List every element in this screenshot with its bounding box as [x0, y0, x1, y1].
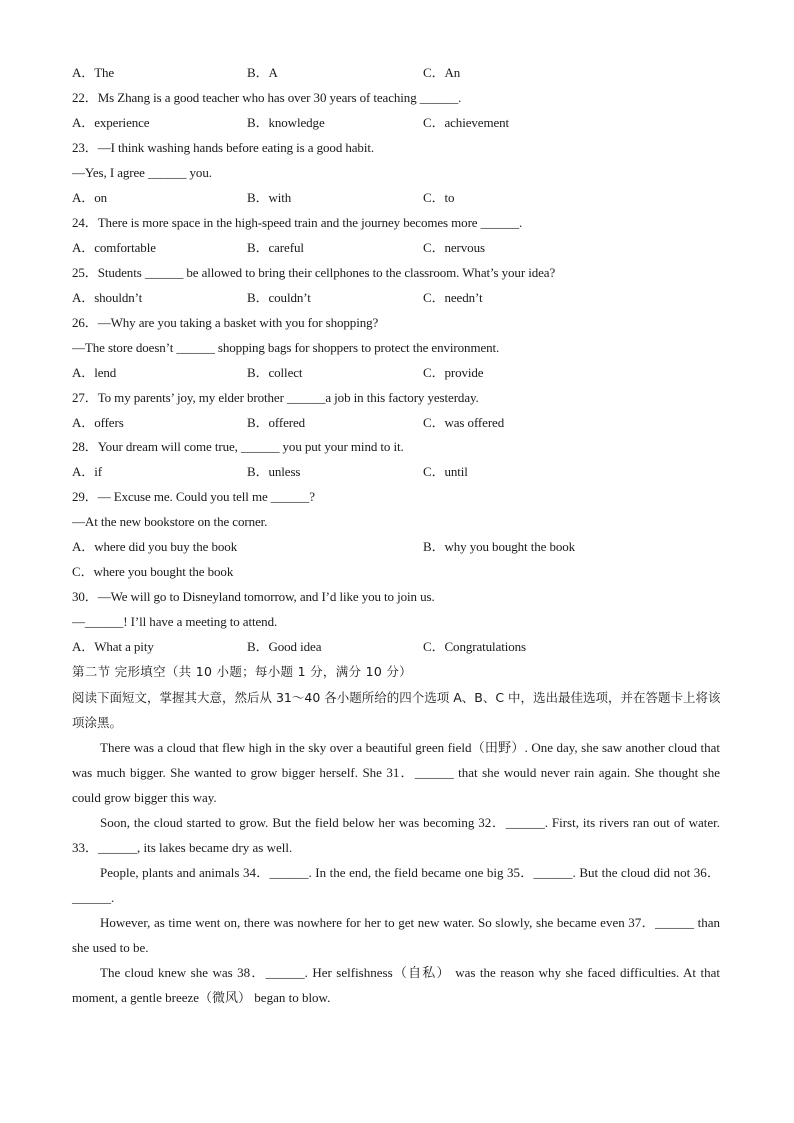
q28-option-c: C．until	[423, 464, 468, 479]
q29-option-a: A．where did you buy the book	[72, 539, 238, 554]
q24-option-c: C．nervous	[423, 240, 485, 255]
q27-options	[72, 413, 732, 433]
q22-option-a: A．experience	[72, 115, 150, 130]
q26-reply: —The store doesn’t ______ shopping bags for shoppers to protect the environment.	[72, 340, 500, 355]
q29-option-b: B．why you bought the book	[423, 539, 576, 554]
q24-option-b: B．careful	[247, 240, 304, 255]
q23-reply: —Yes, I agree ______ you.	[72, 165, 212, 180]
q22-stem: 22．Ms Zhang is a good teacher who has over 30 years of teaching ______.	[72, 90, 462, 105]
passage-paragraph-5: The cloud knew she was 38．______. Her selfishness（自私） was the reason why she faced difficulties. At that moment, a gentle breeze（微风） began to blow.	[72, 965, 720, 1005]
q25-option-c: C．needn’t	[423, 290, 483, 305]
q23-stem: 23．—I think washing hands before eating is a good habit.	[72, 140, 375, 155]
q26-option-a: A．lend	[72, 365, 117, 380]
q30-options	[72, 637, 732, 657]
q27-option-a: A．offers	[72, 415, 124, 430]
q25-options	[72, 288, 732, 308]
q22-options	[72, 113, 732, 133]
q30-reply: —______! I’ll have a meeting to attend.	[72, 614, 278, 629]
q24-stem: 24．There is more space in the high-speed train and the journey becomes more ______.	[72, 215, 523, 230]
q24-options	[72, 238, 732, 258]
q29-options-row1	[72, 537, 732, 557]
section-heading: 第二节 完形填空（共 10 小题；每小题 1 分，满分 10 分）	[72, 664, 412, 679]
q27-option-b: B．offered	[247, 415, 306, 430]
q28-option-b: B．unless	[247, 464, 301, 479]
section-instruction: 阅读下面短文，掌握其大意，然后从 31～40 各小题所给的四个选项 A、B、C 中，选出最佳选项，并在答题卡上将该项涂黑。	[72, 690, 721, 730]
q25-option-b: B．couldn’t	[247, 290, 311, 305]
passage-paragraph-1: There was a cloud that flew high in the sky over a beautiful green field（田野）. One day, she saw another cloud that was much bigger. She wanted to grow bigger herself. She 31．______ that she would never rain again. She thought she could grow bigger this way.	[72, 740, 720, 805]
q26-option-c: C．provide	[423, 365, 484, 380]
q22-option-b: B．knowledge	[247, 115, 325, 130]
q23-option-c: C．to	[423, 190, 455, 205]
q23-option-a: A．on	[72, 190, 107, 205]
q29-options-row2	[72, 562, 732, 582]
q26-stem: 26．—Why are you taking a basket with you for shopping?	[72, 315, 379, 330]
q26-option-b: B．collect	[247, 365, 303, 380]
q29-stem: 29．— Excuse me. Could you tell me ______?	[72, 489, 315, 504]
q23-option-b: B．with	[247, 190, 292, 205]
q25-stem: 25．Students ______ be allowed to bring their cellphones to the classroom. What’s your idea?	[72, 265, 556, 280]
q30-option-c: C．Congratulations	[423, 639, 527, 654]
passage-paragraph-4: However, as time went on, there was nowhere for her to get new water. So slowly, she became even 37．______ than she used to be.	[72, 915, 720, 955]
q27-stem: 27．To my parents’ joy, my elder brother ______a job in this factory yesterday.	[72, 390, 479, 405]
q28-option-a: A．if	[72, 464, 102, 479]
q21-option-a: A．The	[72, 65, 115, 80]
q23-options	[72, 188, 732, 208]
q28-stem: 28．Your dream will come true, ______ you put your mind to it.	[72, 439, 404, 454]
q21-options	[72, 63, 732, 83]
q27-option-c: C．was offered	[423, 415, 505, 430]
q30-option-b: B．Good idea	[247, 639, 322, 654]
q28-options	[72, 462, 732, 482]
q29-reply: —At the new bookstore on the corner.	[72, 514, 268, 529]
passage-paragraph-3: People, plants and animals 34．______. In the end, the field became one big 35．______. But the cloud did not 36．______.	[72, 865, 720, 905]
q26-options	[72, 363, 732, 383]
q21-option-b: B．A	[247, 65, 278, 80]
q30-stem: 30．—We will go to Disneyland tomorrow, and I’d like you to join us.	[72, 589, 435, 604]
q24-option-a: A．comfortable	[72, 240, 156, 255]
q25-option-a: A．shouldn’t	[72, 290, 143, 305]
q22-option-c: C．achievement	[423, 115, 510, 130]
q30-option-a: A．What a pity	[72, 639, 154, 654]
q21-option-c: C．An	[423, 65, 461, 80]
q29-option-c: C．where you bought the book	[72, 564, 234, 579]
passage-paragraph-2: Soon, the cloud started to grow. But the field below her was becoming 32．______. First, its rivers ran out of water. 33．______, its lakes became dry as well.	[72, 815, 720, 855]
